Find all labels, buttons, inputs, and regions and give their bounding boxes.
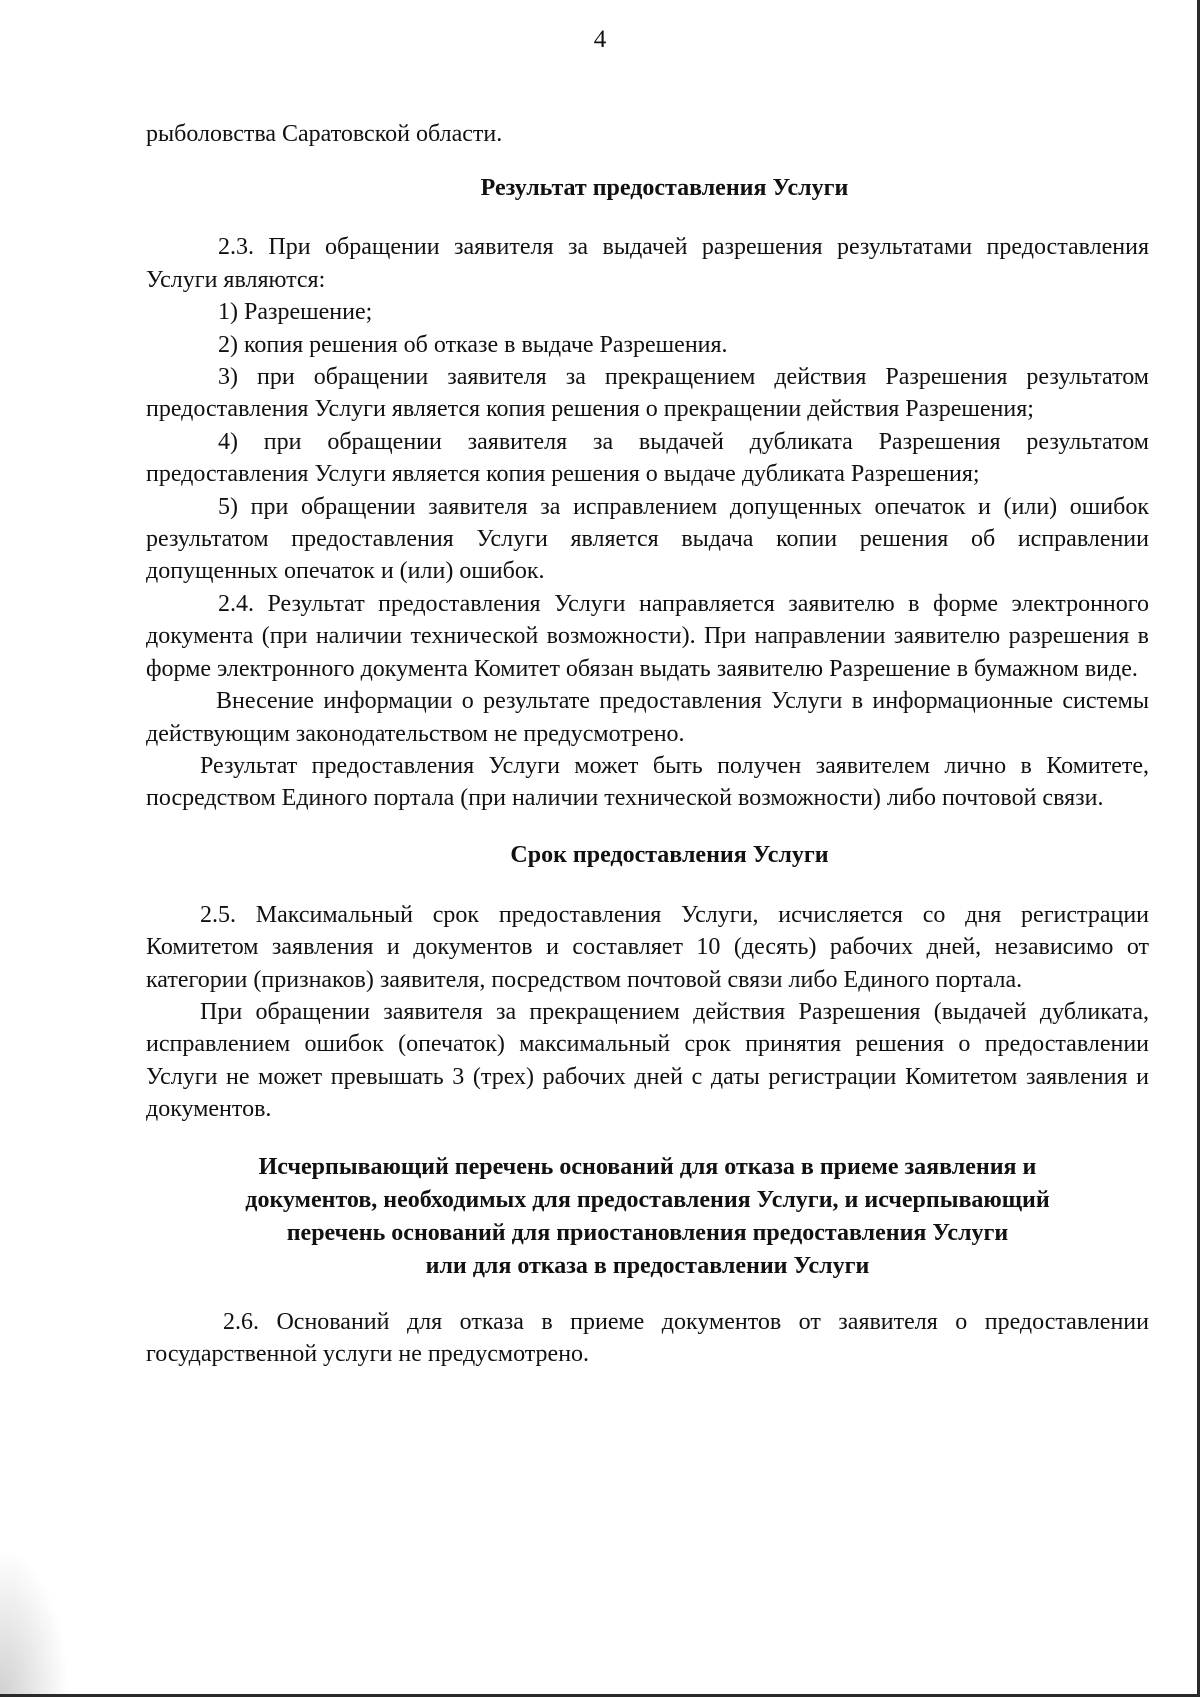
intro-line: рыболовства Саратовской области. [146, 121, 503, 147]
heading-grounds-line-2: документов, необходимых для предоставления Услуги, и исчерпывающий [245, 1186, 1050, 1213]
paragraph-2-4: 2.4. Результат предоставления Услуги направляется заявителю в форме электронного документа (при наличии технической возможности). При направлении заявителю разрешения в форме электронного документа Комитет обязан выдать заявителю Разрешение в бумажном виде. [146, 590, 1149, 682]
list-item-5: 5) при обращении заявителя за исправлением допущенных опечаток и (или) ошибок результатом предоставления Услуги является выдача копии решения об исправлении допущенных опечаток и (или) ошибок. [146, 493, 1149, 585]
list-item-2: 2) копия решения об отказе в выдаче Разрешения. [218, 331, 728, 358]
heading-term: Срок предоставления Услуги [510, 841, 829, 868]
paragraph-2-5: 2.5. Максимальный срок предоставления Услуги, исчисляется со дня регистрации Комитетом заявления и документов и составляет 10 (десять) рабочих дней, независимо от категории (признаков) заявителя, посредством почтовой связи либо Единого портала. [146, 901, 1149, 993]
paragraph-2-6: 2.6. Оснований для отказа в приеме документов от заявителя о предоставлении государственной услуги не предусмотрено. [146, 1308, 1149, 1367]
scan-artifact [0, 1547, 70, 1697]
heading-grounds-line-1: Исчерпывающий перечень оснований для отказа в приеме заявления и [258, 1153, 1037, 1180]
document-body [146, 118, 1149, 1370]
list-item-3: 3) при обращении заявителя за прекращением действия Разрешения результатом предоставления Услуги является копия решения о прекращении действия Разрешения; [146, 364, 1149, 423]
paragraph-2-3: 2.3. При обращении заявителя за выдачей разрешения результатами предоставления Услуги являются: [146, 234, 1149, 293]
page-number: 4 [593, 26, 607, 53]
heading-grounds [146, 1151, 1149, 1283]
heading-result: Результат предоставления Услуги [480, 175, 849, 202]
paragraph-receipt: Результат предоставления Услуги может быть получен заявителем лично в Комитете, посредством Единого портала (при наличии технической возможности) либо почтовой связи. [146, 752, 1149, 812]
paragraph-termination: При обращении заявителя за прекращением действия Разрешения (выдачей дубликата, исправлением ошибок (опечаток) максимальный срок принятия решения о предоставлении Услуги не может превышать 3 (трех) рабочих дней с даты регистрации Комитетом заявления и документов. [146, 998, 1149, 1123]
list-item-4: 4) при обращении заявителя за выдачей дубликата Разрешения результатом предоставления Услуги является копия решения о выдаче дубликата Разрешения; [146, 428, 1149, 488]
list-item-1: 1) Разрешение; [218, 299, 373, 326]
paragraph-info-systems: Внесение информации о результате предоставления Услуги в информационные системы действующим законодательством не предусмотрено. [146, 688, 1149, 747]
heading-grounds-line-4: или для отказа в предоставлении Услуги [425, 1252, 870, 1279]
heading-grounds-line-3: перечень оснований для приостановления предоставления Услуги [286, 1219, 1009, 1246]
